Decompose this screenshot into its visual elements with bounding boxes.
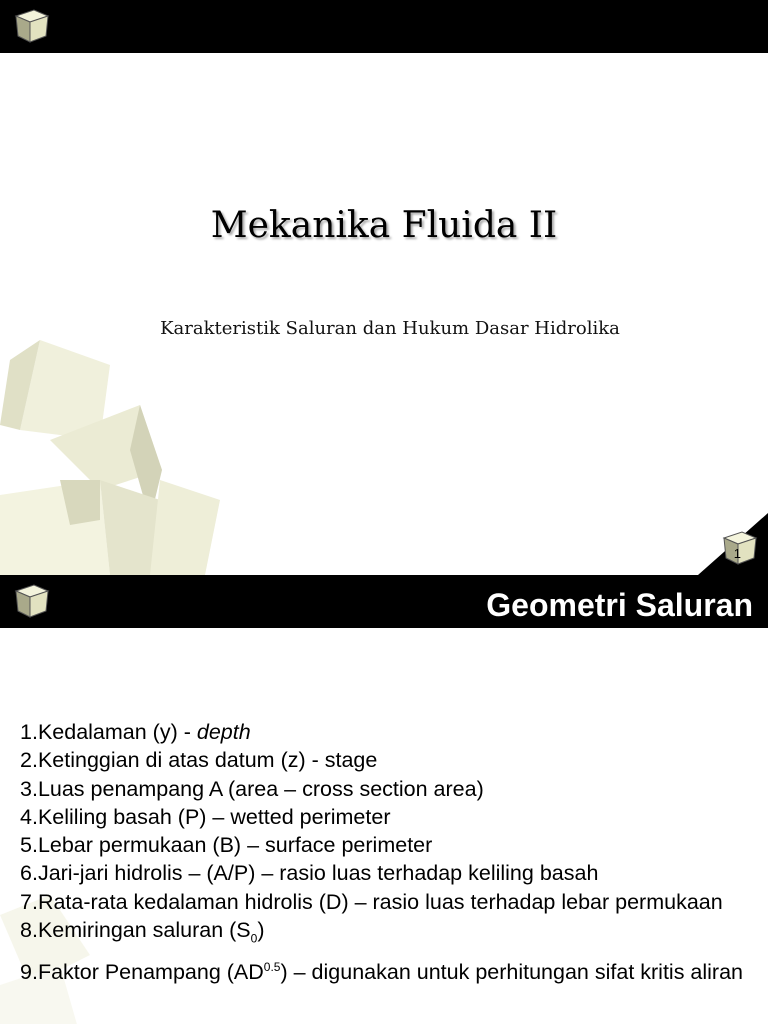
- list-item: 3.Luas penampang A (area – cross section area): [20, 776, 484, 801]
- content-slide: [0, 575, 768, 1024]
- top-bar: [0, 0, 768, 53]
- list-item: 6.Jari-jari hidrolis – (A/P) – rasio luas terhadap keliling basah: [20, 861, 599, 886]
- slide-subtitle: Karakteristik Saluran dan Hukum Dasar Hidrolika: [160, 318, 620, 339]
- list-item: 2.Ketinggian di atas datum (z) - stage: [20, 748, 378, 773]
- cube-icon: [12, 6, 52, 46]
- list-item: 7.Rata-rata kedalaman hidrolis (D) – rasio luas terhadap lebar permukaan: [20, 889, 723, 914]
- list-item: 1.Kedalaman (y) - depth: [20, 720, 251, 744]
- slide-title: Mekanika Fluida II: [210, 205, 558, 246]
- cube-icon: [12, 581, 52, 621]
- slide-title: Geometri Saluran: [486, 587, 753, 623]
- decorative-cubes: [0, 330, 240, 575]
- list-item: 8.Kemiringan saluran $(S_0)$: [20, 918, 265, 946]
- page-number: 1: [733, 546, 741, 561]
- top-bar: [0, 575, 768, 628]
- list-item: 5.Lebar permukaan (B) – surface perimeter: [20, 833, 433, 858]
- list-item: 9.Faktor Penampang $(AD^{0.5})$ – digunakan untuk perhitungan sifat kritis aliran: [20, 959, 744, 984]
- list-item: 4.Keliling basah (P) – wetted perimeter: [20, 804, 391, 829]
- geometry-list: [20, 718, 755, 986]
